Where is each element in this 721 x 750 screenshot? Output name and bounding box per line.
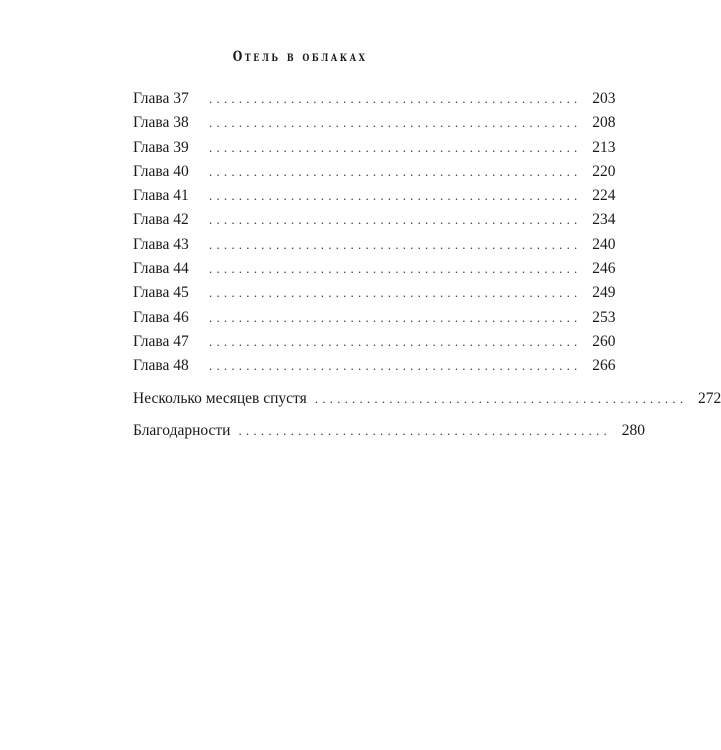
toc-page-number: 253 [592, 308, 616, 326]
dot-leader: .................................................. [209, 188, 582, 204]
dot-leader: .................................................. [209, 91, 582, 106]
toc-row-chapter-43 [133, 233, 616, 257]
toc-entry-label: Глава 48 [133, 357, 189, 375]
toc-row-chapter-48 [133, 354, 616, 378]
dot-leader: .................................................. [209, 236, 582, 252]
toc-entry-label: Несколько месяцев спустя [133, 389, 307, 407]
toc-page-number: 246 [592, 260, 616, 278]
dot-leader: .................................................. [209, 358, 582, 374]
toc-entry-label: Глава 37 [133, 90, 189, 107]
toc-entry-label: Глава 41 [133, 187, 189, 205]
dot-leader: .................................................. [209, 333, 582, 349]
dot-leader: .................................................. [238, 422, 611, 438]
running-head-title: Отель в облаках [232, 48, 368, 65]
dot-leader: .................................................. [314, 390, 688, 406]
toc-row-chapter-40 [133, 160, 616, 184]
toc-page-number: 260 [592, 332, 616, 350]
dot-leader: .................................................. [209, 309, 582, 325]
toc-page-number: 208 [592, 114, 616, 132]
toc-entry-label: Глава 40 [133, 162, 189, 180]
dot-leader: .................................................. [209, 212, 582, 228]
toc-entry-label: Глава 44 [133, 260, 189, 278]
toc-page-number: 220 [592, 162, 616, 180]
toc-row-epilogue [133, 387, 721, 411]
toc-row-acknowledgements [133, 419, 645, 443]
toc-entry-label: Глава 43 [133, 235, 189, 253]
dot-leader: .................................................. [209, 285, 582, 301]
toc-row-chapter-44 [133, 257, 616, 281]
toc-entry-label: Глава 45 [133, 284, 189, 302]
toc-row-chapter-41 [133, 184, 616, 208]
toc-entry-label: Благодарности [133, 421, 231, 439]
toc-entry-label: Глава 39 [133, 138, 189, 156]
dot-leader: .................................................. [209, 163, 582, 179]
toc-row-chapter-45 [133, 281, 616, 305]
dot-leader: .................................................. [209, 139, 582, 155]
toc-entry-label: Глава 47 [133, 332, 189, 350]
toc-page-number: 266 [592, 357, 616, 375]
toc-entry-label: Глава 38 [133, 114, 189, 132]
toc-row-chapter-37 [133, 87, 616, 111]
toc-entry-label: Глава 42 [133, 211, 189, 229]
toc-row-chapter-47 [133, 330, 616, 354]
dot-leader: .................................................. [209, 115, 582, 131]
toc-page-number: 272 [698, 389, 721, 407]
toc-page-number: 240 [592, 235, 616, 253]
toc-page-number: 203 [592, 90, 616, 107]
toc-page-number: 224 [592, 187, 616, 205]
toc-entry-label: Глава 46 [133, 308, 189, 326]
dot-leader: .................................................. [209, 261, 582, 277]
toc-page-number: 234 [592, 211, 616, 229]
toc-row-chapter-42 [133, 208, 616, 232]
toc-page-number: 249 [592, 284, 616, 302]
toc-row-chapter-46 [133, 306, 616, 330]
toc-row-chapter-38 [133, 111, 616, 135]
toc-row-chapter-39 [133, 136, 616, 160]
table-of-contents [133, 87, 721, 443]
toc-page-number: 213 [592, 138, 616, 156]
toc-page-number: 280 [621, 421, 645, 439]
